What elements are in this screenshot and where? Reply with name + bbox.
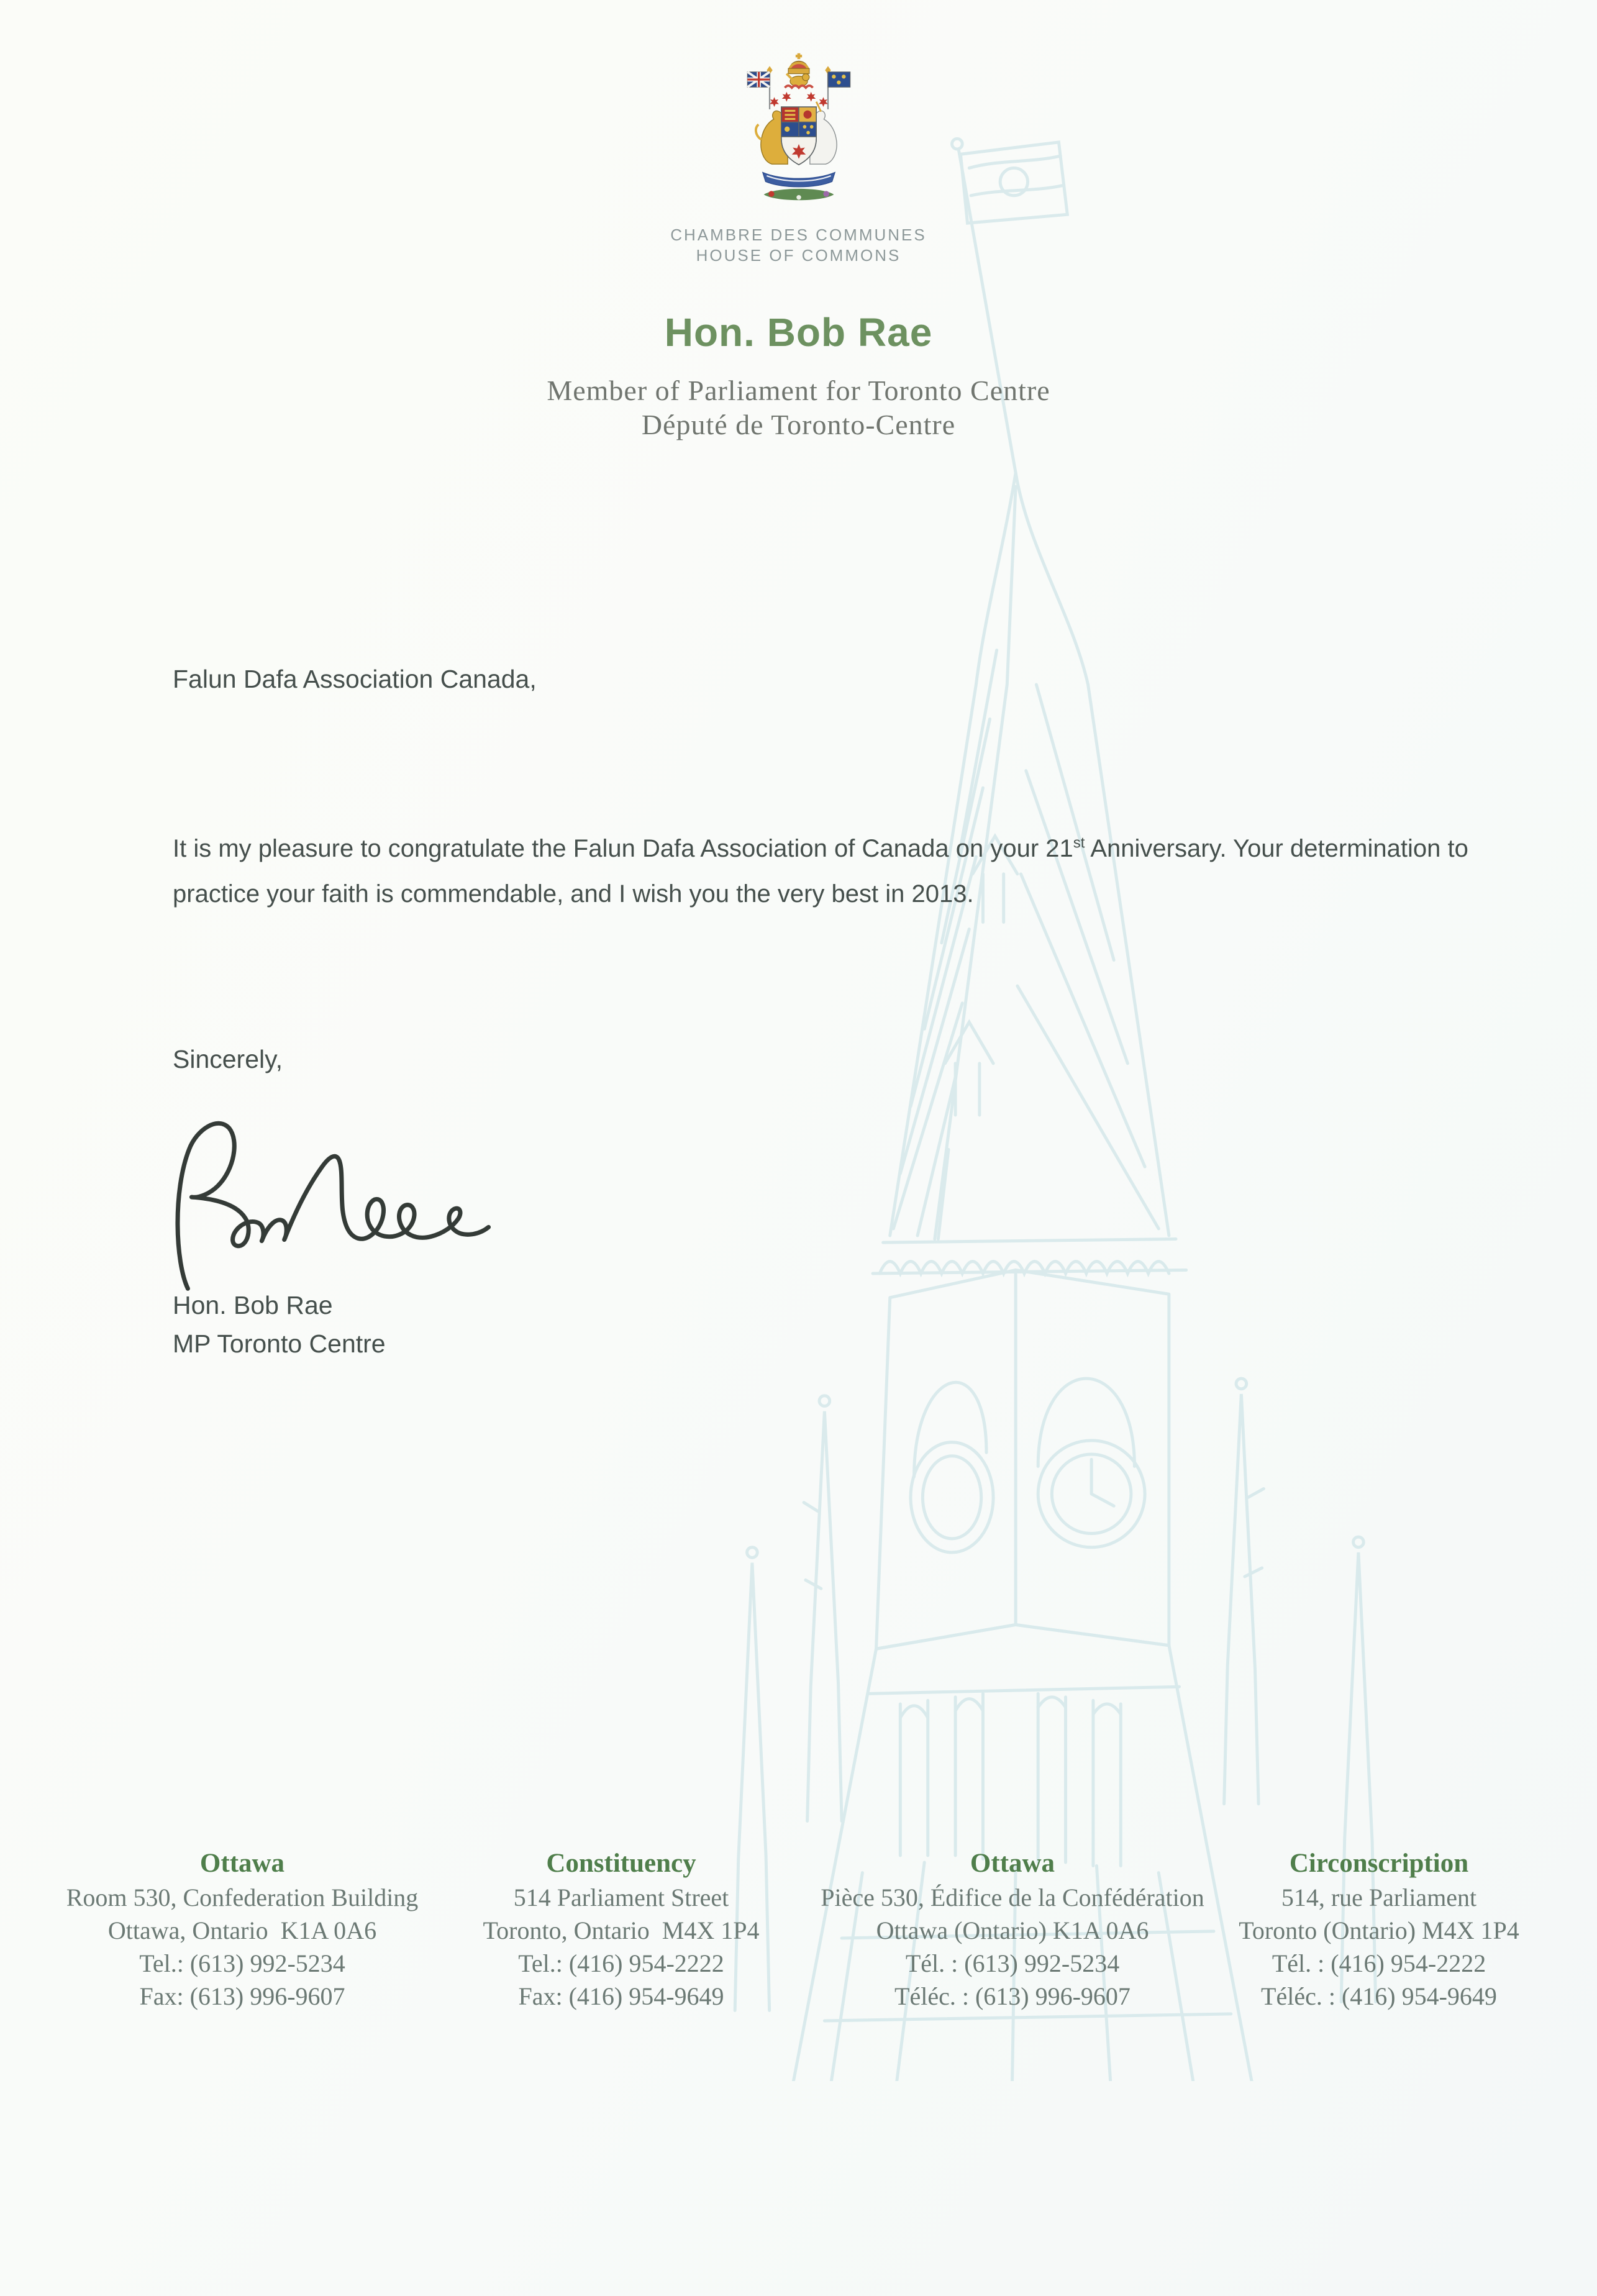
footer-line: Tel.: (613) 992-5234 (139, 1949, 345, 1977)
ordinal-superscript: st (1073, 834, 1085, 852)
body-text-2: Anniversary. Your determination to practice your faith is commendable, and I wish you the very best in 2013. (173, 835, 1468, 908)
footer-line: 514, rue Parliament (1281, 1884, 1477, 1911)
body-paragraph (173, 826, 1483, 917)
salutation: Falun Dafa Association Canada, (173, 665, 537, 693)
footer-line: Fax: (613) 996-9607 (139, 1982, 345, 2010)
footer-column-circonscription (1230, 1846, 1528, 2013)
footer-line: 514 Parliament Street (513, 1884, 729, 1911)
footer-column-ottawa-en (37, 1846, 447, 2013)
footer-line: Tél. : (416) 954-2222 (1272, 1949, 1486, 1977)
signature-graphic (160, 1095, 524, 1300)
footer-line: Room 530, Confederation Building (66, 1884, 419, 1911)
footer-line: Toronto (Ontario) M4X 1P4 (1239, 1916, 1519, 1944)
signer-name: Hon. Bob Rae (173, 1291, 333, 1319)
footer-line: Ottawa, Ontario K1A 0A6 (107, 1916, 377, 1944)
footer-heading: Constituency (546, 1849, 696, 1878)
footer-line: Ottawa (Ontario) K1A 0A6 (876, 1916, 1149, 1944)
member-name-title: Hon. Bob Rae (664, 310, 933, 355)
footer-heading: Circonscription (1289, 1849, 1469, 1878)
footer-column-constituency (447, 1846, 795, 2013)
department-line-en: HOUSE OF COMMONS (696, 246, 901, 265)
canada-coat-of-arms-icon (740, 51, 857, 214)
footer-line: Fax: (416) 954-9649 (518, 1982, 724, 2010)
body-text-1: It is my pleasure to congratulate the Falun Dafa Association of Canada on your 21 (173, 835, 1073, 862)
coat-of-arms-block (0, 51, 1597, 217)
footer-line: Tel.: (416) 954-2222 (518, 1949, 724, 1977)
member-role-en: Member of Parliament for Toronto Centre (547, 375, 1050, 406)
footer-line: Toronto, Ontario M4X 1P4 (483, 1916, 760, 1944)
footer-line: Pièce 530, Édifice de la Confédération (821, 1884, 1204, 1911)
signer-title: MP Toronto Centre (173, 1329, 386, 1358)
footer-heading: Ottawa (970, 1849, 1055, 1878)
footer-address-block (37, 1846, 1528, 2013)
footer-column-ottawa-fr (795, 1846, 1230, 2013)
footer-line: Téléc. : (416) 954-9649 (1261, 1982, 1497, 2010)
footer-line: Téléc. : (613) 996-9607 (894, 1982, 1131, 2010)
department-name (0, 225, 1597, 266)
footer-heading: Ottawa (199, 1849, 285, 1878)
closing: Sincerely, (173, 1045, 283, 1073)
footer-line: Tél. : (613) 992-5234 (905, 1949, 1120, 1977)
department-line-fr: CHAMBRE DES COMMUNES (670, 226, 927, 244)
member-role-fr: Député de Toronto-Centre (641, 409, 956, 440)
